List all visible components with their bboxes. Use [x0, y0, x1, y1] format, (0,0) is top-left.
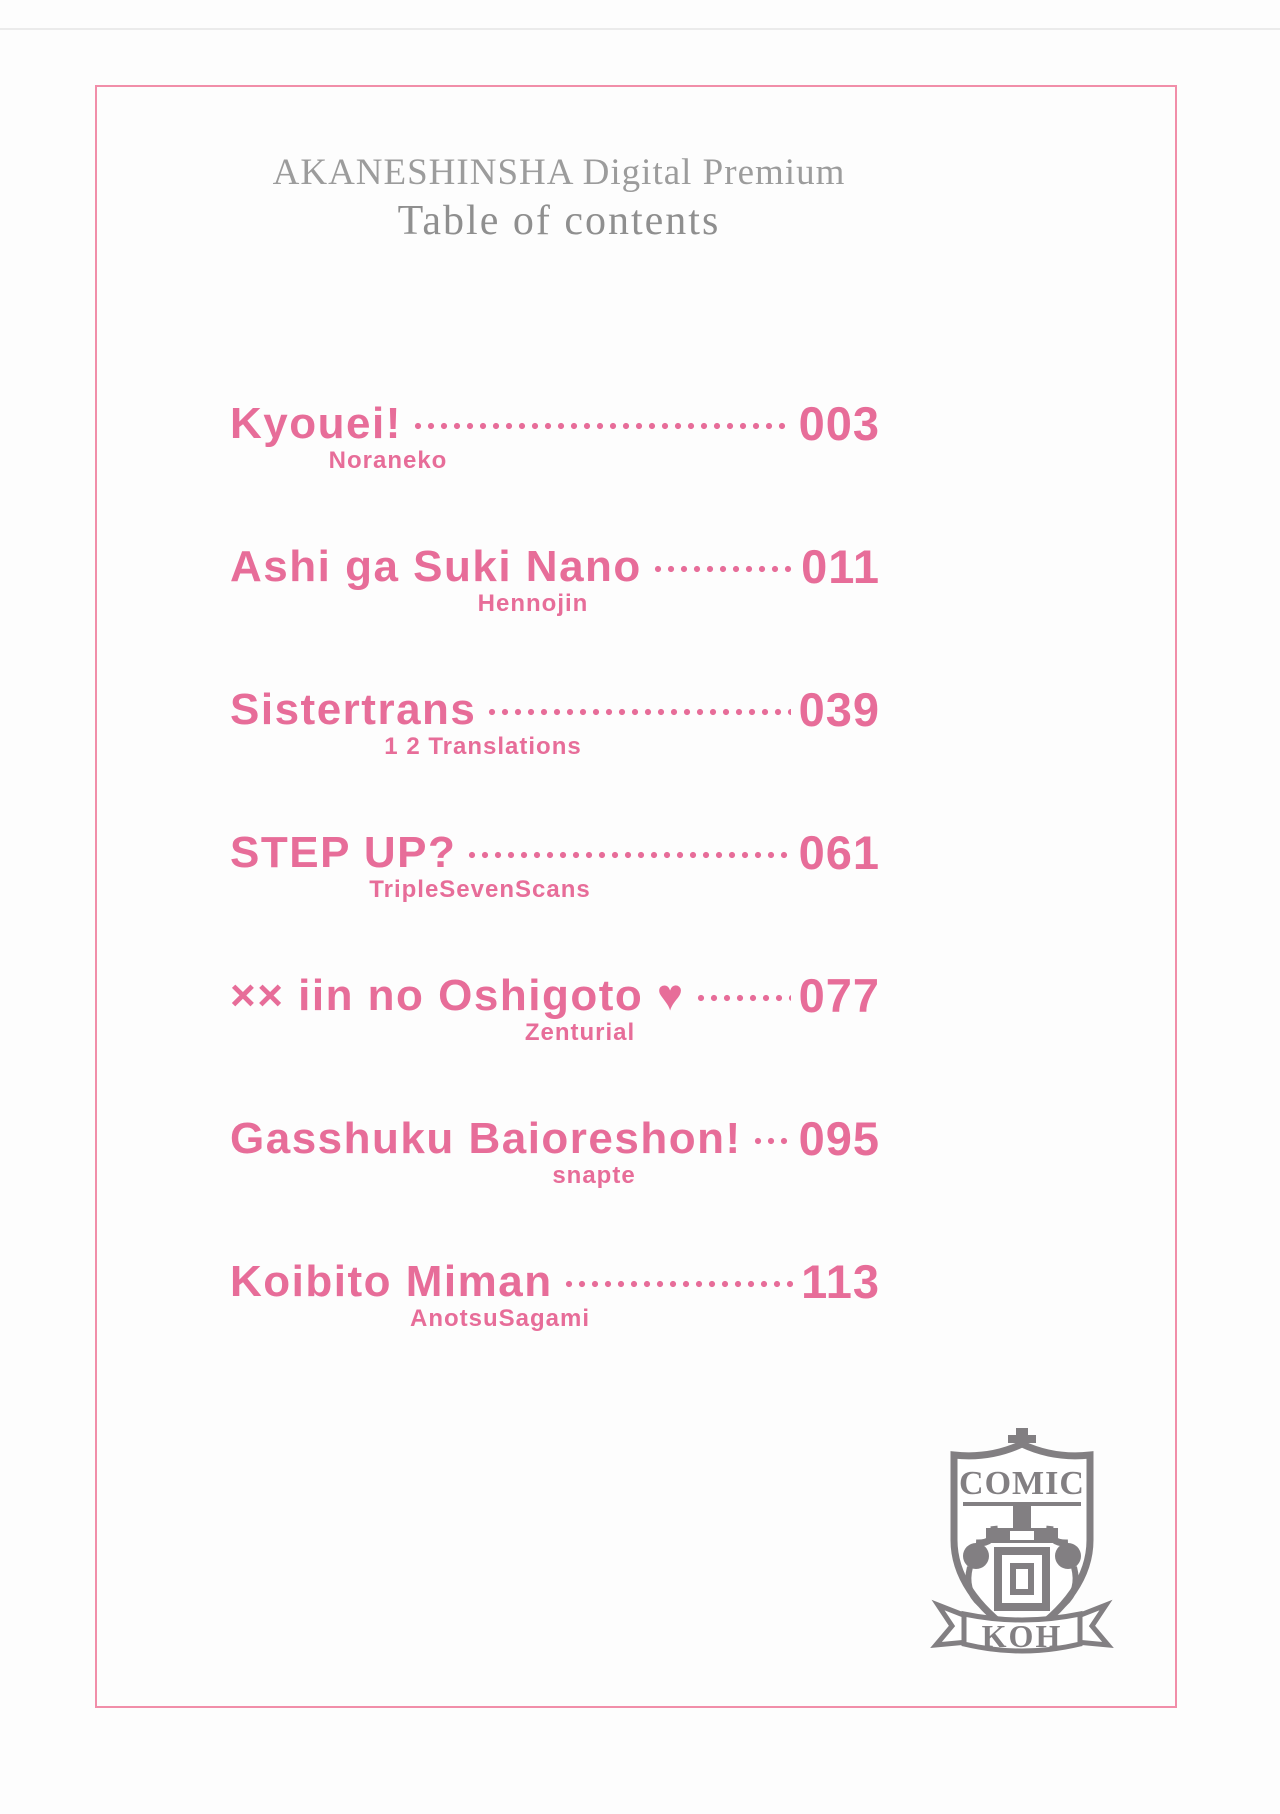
entry-credit-line	[230, 448, 880, 474]
entry-credit-line	[230, 877, 880, 903]
toc-entry	[230, 1255, 880, 1332]
toc-entry	[230, 397, 880, 474]
scan-page-edge-line	[0, 28, 1280, 30]
logo-top-text: COMIC	[959, 1465, 1085, 1502]
entry-credit-line	[230, 734, 880, 760]
entry-credit-line	[230, 1163, 880, 1189]
publisher-title: AKANESHINSHA Digital Premium	[272, 152, 846, 193]
entry-title: Ashi ga Suki Nano	[230, 542, 642, 591]
dotted-leader	[565, 1279, 794, 1289]
toc-entry	[230, 540, 880, 617]
entry-credit: AnotsuSagami	[409, 1305, 591, 1332]
entry-page-number: 003	[798, 397, 880, 450]
toc-entry-row	[230, 826, 880, 879]
toc-entry	[230, 1112, 880, 1189]
comic-koh-shield-icon	[922, 1428, 1122, 1676]
toc-entry-row	[230, 397, 880, 450]
entry-page-number: 077	[798, 969, 880, 1022]
dotted-leader	[697, 993, 791, 1003]
toc-entry-row	[230, 683, 880, 736]
toc-entry	[230, 826, 880, 903]
comic-koh-logo	[922, 1428, 1122, 1676]
dotted-leader	[488, 707, 790, 717]
toc-entry-row	[230, 1112, 880, 1165]
entry-title: Sistertrans	[230, 685, 477, 734]
entry-page-number: 095	[798, 1112, 880, 1165]
page-header	[95, 150, 1023, 246]
entry-title: Koibito Miman	[230, 1257, 553, 1306]
table-of-contents	[230, 397, 880, 1340]
entry-credit: 1 2 Translations	[384, 733, 582, 760]
dotted-leader	[468, 850, 790, 860]
entry-credit-line	[230, 591, 880, 617]
entry-credit-line	[230, 1020, 880, 1046]
entry-title: Gasshuku Baioreshon!	[230, 1114, 742, 1163]
entry-credit: Noraneko	[328, 447, 448, 474]
entry-title: Kyouei!	[230, 399, 402, 448]
toc-entry-row	[230, 1255, 880, 1308]
entry-credit: snapte	[552, 1162, 636, 1189]
dotted-leader	[414, 421, 791, 431]
page-title: Table of contents	[397, 198, 721, 244]
dotted-leader	[654, 564, 793, 574]
entry-title: STEP UP?	[230, 828, 457, 877]
dotted-leader	[754, 1136, 791, 1146]
logo-bottom-text: KOH	[981, 1618, 1063, 1654]
toc-entry-row	[230, 969, 880, 1022]
entry-credit: Zenturial	[524, 1019, 636, 1046]
entry-credit: Hennojin	[477, 590, 589, 617]
entry-title: ×× iin no Oshigoto ♥	[230, 971, 685, 1020]
toc-entry	[230, 683, 880, 760]
toc-entry-row	[230, 540, 880, 593]
entry-page-number: 113	[801, 1255, 880, 1308]
toc-entry	[230, 969, 880, 1046]
entry-credit-line	[230, 1306, 880, 1332]
entry-credit: TripleSevenScans	[369, 876, 591, 903]
entry-page-number: 061	[798, 826, 880, 879]
entry-page-number: 011	[801, 540, 880, 593]
entry-page-number: 039	[798, 683, 880, 736]
